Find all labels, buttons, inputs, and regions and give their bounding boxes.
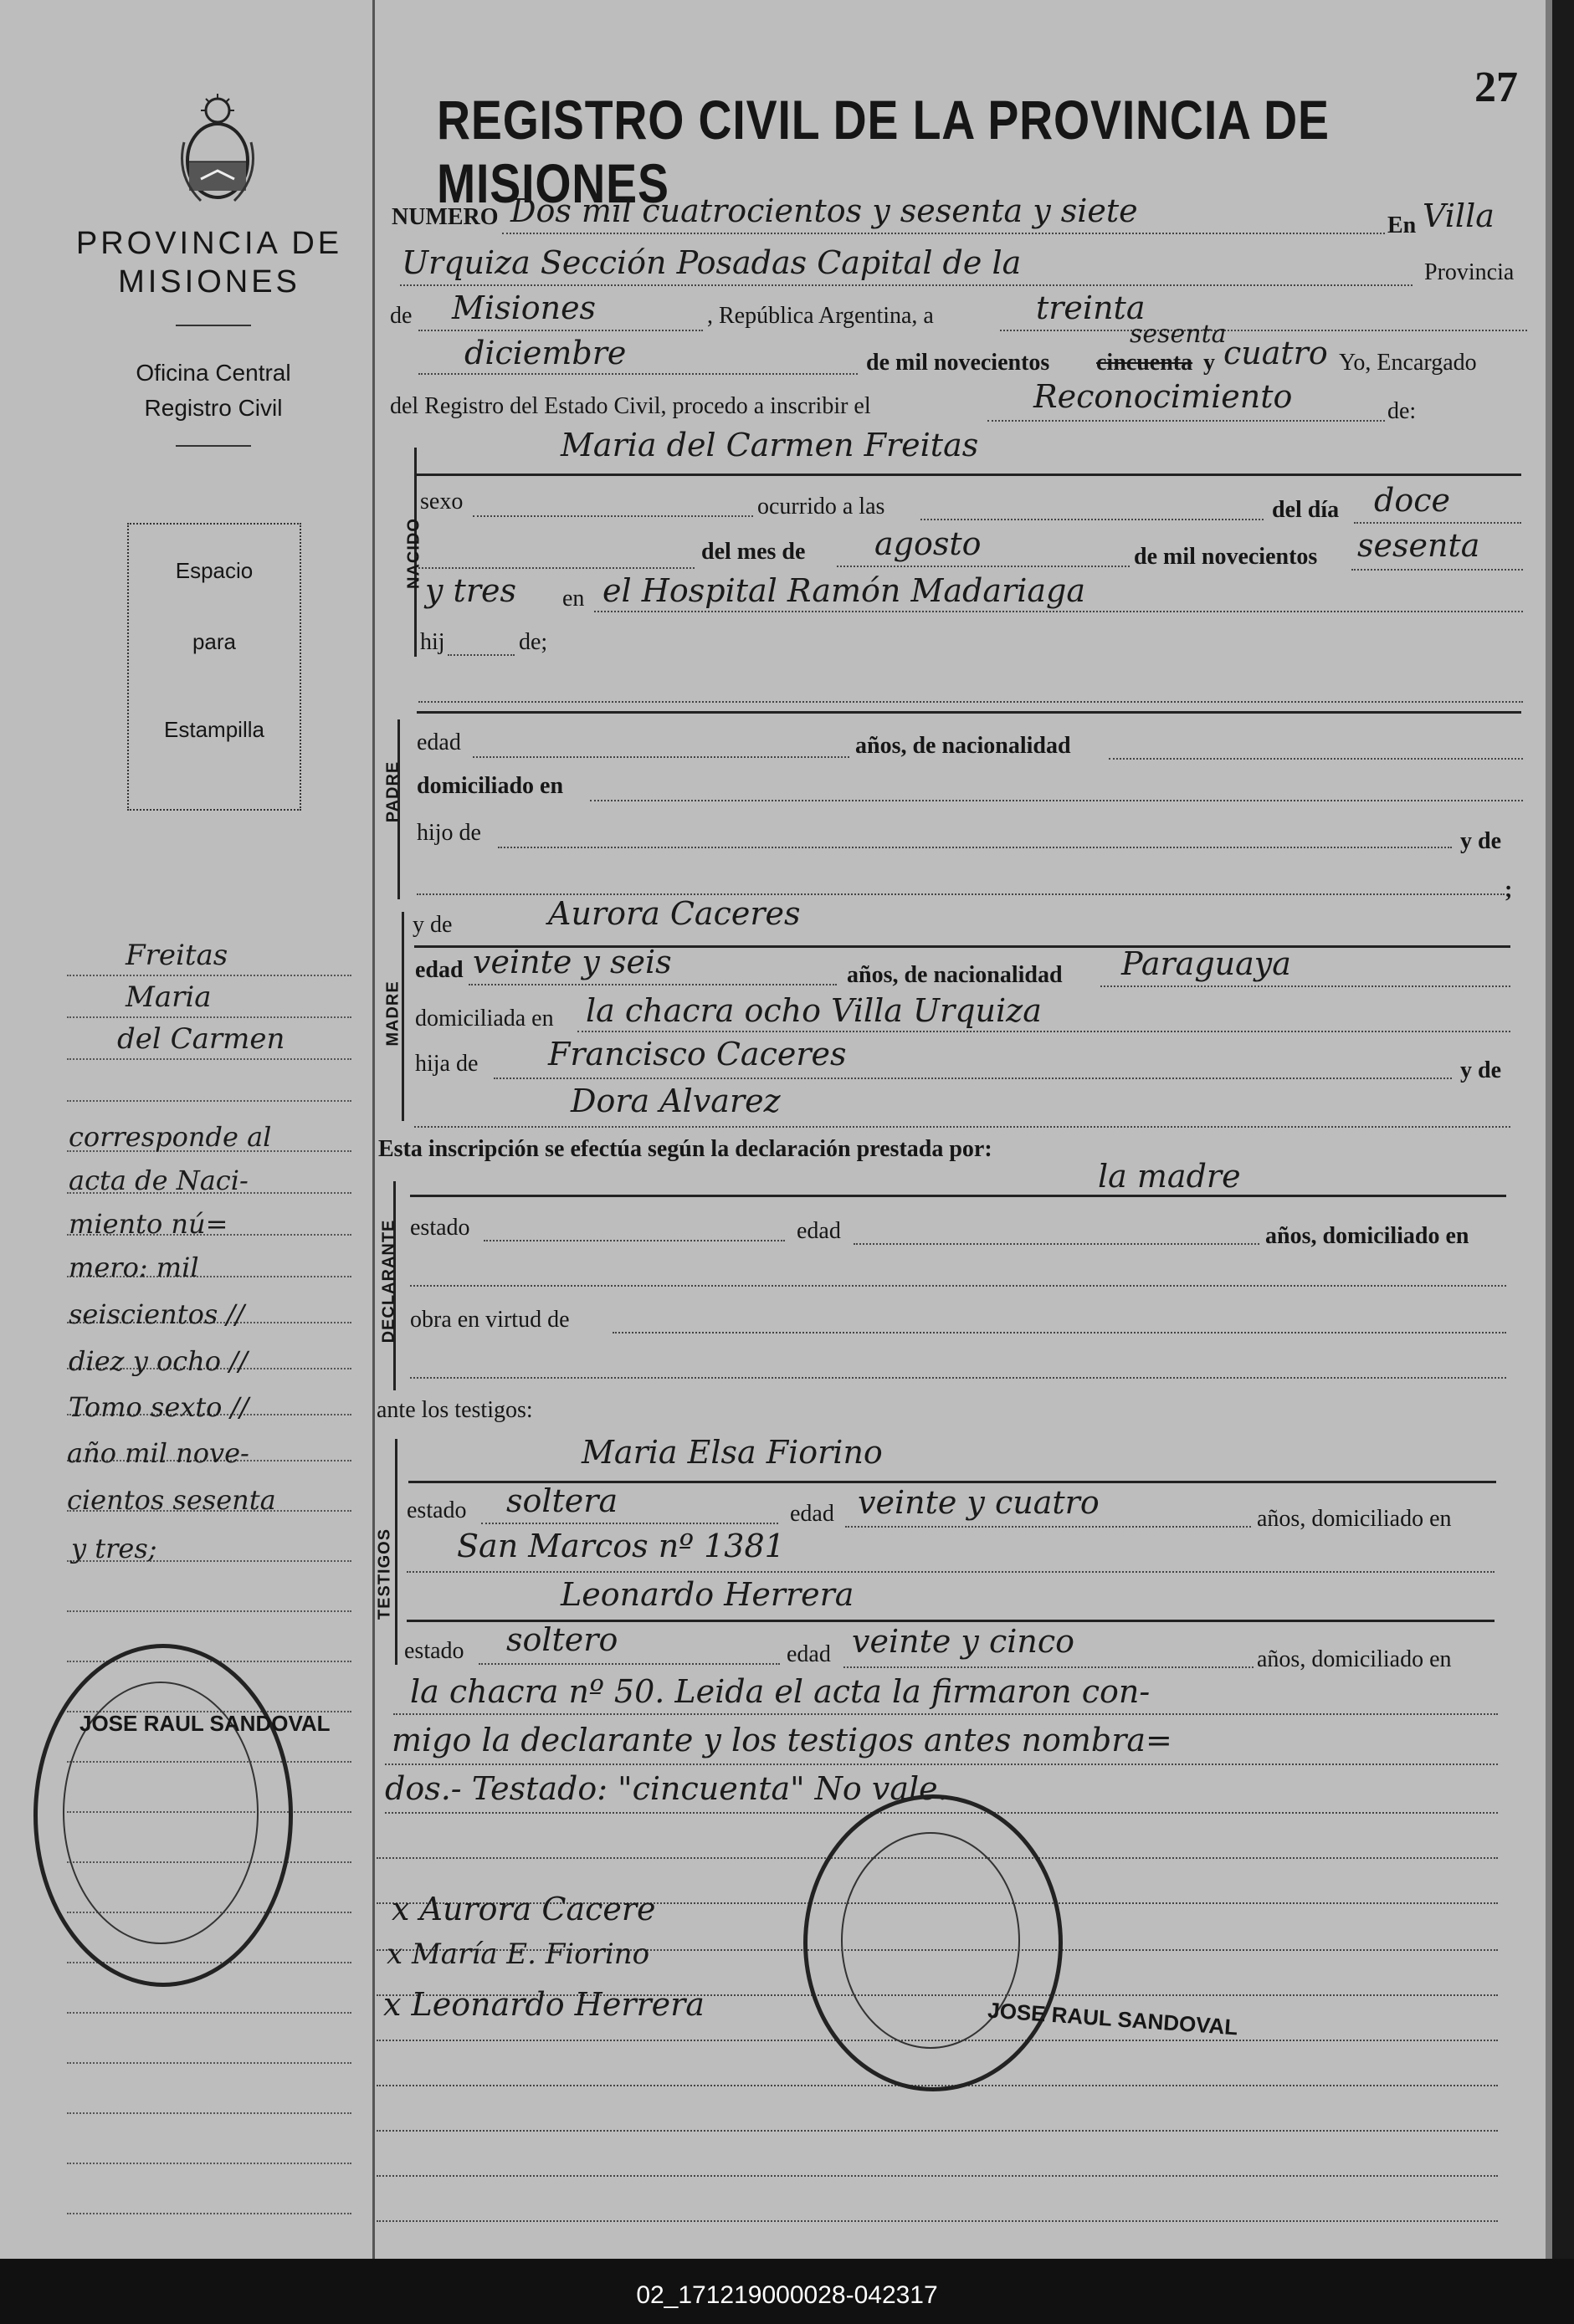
nacido-name: Maria del Carmen Freitas	[561, 427, 979, 463]
closing-line: dos.- Testado: "cincuenta" No vale.	[385, 1770, 948, 1807]
hij-de-label: de;	[519, 629, 548, 655]
year-value: cuatro	[1223, 335, 1328, 371]
signature-madre: x Aurora Cacere	[392, 1891, 656, 1927]
place-value: Urquiza Sección Posadas Capital de la	[402, 244, 1022, 281]
dia-value: doce	[1374, 482, 1450, 519]
closing-line: la chacra nº 50. Leida el acta la firmaron con-	[410, 1673, 1151, 1710]
testigo1-estado-label: estado	[407, 1497, 467, 1523]
provincia-label: Provincia	[1424, 259, 1515, 285]
margin-note-line: del Carmen	[117, 1022, 285, 1056]
republica-label: , República Argentina, a	[707, 303, 934, 329]
obra-virtud-label: obra en virtud de	[410, 1307, 570, 1333]
declarante-edad-label: edad	[797, 1218, 841, 1244]
de-label: de	[390, 303, 413, 329]
testigo2-edad: veinte y cinco	[852, 1623, 1075, 1660]
stamp-box-line: Estampilla	[164, 717, 264, 742]
testigo1-anos-label: años, domiciliado en	[1257, 1506, 1452, 1532]
margin-note-line: Freitas	[126, 939, 228, 972]
padre-y-de-label: y de	[1460, 828, 1501, 854]
padre-semicolon: ;	[1505, 877, 1513, 903]
mes-value: agosto	[874, 525, 982, 562]
declarante-anos-label: años, domiciliado en	[1265, 1223, 1469, 1249]
yo-encargado-label: Yo, Encargado	[1339, 350, 1477, 376]
ocurrido-label: ocurrido a las	[757, 494, 885, 520]
stamp-space-box	[127, 523, 301, 811]
province-value: Misiones	[452, 289, 597, 326]
official-seal-left	[33, 1644, 293, 1987]
page-title: REGISTRO CIVIL DE LA PROVINCIA DE MISIONES	[437, 89, 1330, 214]
margin-note-line: corresponde al	[69, 1121, 272, 1153]
del-registro-label: del Registro del Estado Civil, procedo a inscribir el	[390, 393, 871, 419]
en-value: Villa	[1423, 197, 1495, 234]
column-divider	[372, 0, 375, 2259]
en-label: En	[1387, 212, 1417, 238]
madre-hija-label: hija de	[415, 1051, 479, 1077]
margin-note-line: miento nú=	[69, 1208, 228, 1240]
office-line1: Oficina Central	[136, 360, 291, 386]
left-panel	[0, 0, 368, 2259]
declarante-label: DECLARANTE	[379, 1219, 398, 1344]
nacido-label: NACIDO	[404, 518, 423, 589]
testigo1-edad: veinte y cuatro	[858, 1484, 1100, 1521]
hij-label: hij	[420, 629, 445, 655]
declaracion-label: Esta inscripción se efectúa según la declaración prestada por:	[378, 1136, 992, 1162]
padre-hijo-label: hijo de	[417, 820, 481, 846]
office-line2: Registro Civil	[144, 395, 283, 421]
numero-label: NUMERO	[392, 204, 499, 230]
testigo2-name: Leonardo Herrera	[561, 1576, 854, 1613]
sesenta-insert: sesenta	[1130, 320, 1227, 349]
margin-note-line: cientos sesenta	[67, 1484, 276, 1516]
testigos-section	[395, 1439, 397, 1665]
madre-domiciliada-label: domiciliada en	[415, 1006, 554, 1031]
province-line1: PROVINCIA DE	[75, 226, 343, 261]
national-shield-icon	[176, 92, 259, 209]
margin-note-line: Tomo sexto //	[69, 1391, 249, 1423]
closing-line: migo la declarante y los testigos antes nombra=	[392, 1722, 1172, 1758]
document-id: 02_171219000028-042317	[636, 2281, 938, 2309]
seal-official-name: JOSE RAUL SANDOVAL	[79, 1711, 331, 1736]
mil-novecientos-label: de mil novecientos	[866, 350, 1050, 376]
stamp-box-line: Espacio	[175, 558, 254, 583]
margin-note-line: y tres;	[71, 1533, 157, 1564]
madre-label: MADRE	[383, 980, 402, 1047]
margin-note-line: año mil nove-	[67, 1437, 249, 1469]
padre-anos-label: años, de nacionalidad	[855, 733, 1071, 759]
testigo2-anos-label: años, domiciliado en	[1257, 1646, 1452, 1672]
signature-testigo1: x María E. Fiorino	[387, 1938, 650, 1971]
nacido-year-part1: sesenta	[1357, 527, 1480, 564]
month-value: diciembre	[464, 335, 627, 371]
signature-testigo2: x Leonardo Herrera	[383, 1986, 705, 2023]
margin-note-line: mero: mil	[69, 1252, 199, 1283]
stamp-box-line: para	[192, 629, 237, 654]
page-edge	[1546, 0, 1552, 2259]
testigos-label: ante los testigos:	[377, 1397, 533, 1423]
divider	[176, 325, 251, 326]
padre-label: PADRE	[383, 760, 402, 823]
sexo-label: sexo	[420, 489, 464, 514]
madre-name: Aurora Caceres	[548, 895, 801, 932]
province-title	[50, 224, 368, 301]
madre-domicilio: la chacra ocho Villa Urquiza	[586, 992, 1042, 1029]
madre-padre-name: Francisco Caceres	[548, 1036, 847, 1072]
declarante-value: la madre	[1098, 1158, 1241, 1195]
madre-edad-value: veinte y seis	[473, 944, 672, 980]
office-label	[67, 356, 360, 426]
divider	[176, 445, 251, 447]
testigo2-estado-label: estado	[404, 1638, 464, 1664]
testigo1-name: Maria Elsa Fiorino	[582, 1434, 883, 1471]
declarante-estado-label: estado	[410, 1215, 470, 1241]
madre-madre-name: Dora Alvarez	[571, 1083, 781, 1119]
del-mes-label: del mes de	[701, 539, 806, 565]
madre-edad-label: edad	[415, 957, 464, 983]
day-value: treinta	[1036, 289, 1146, 326]
padre-edad-label: edad	[417, 729, 461, 755]
testigo1-domicilio: San Marcos nº 1381	[457, 1528, 785, 1564]
madre-y-de2-label: y de	[1460, 1057, 1501, 1083]
province-line2: MISIONES	[118, 264, 300, 299]
official-seal-right	[803, 1794, 1063, 2091]
margin-note-line: acta de Naci-	[69, 1165, 249, 1196]
margin-note-line: seiscientos //	[69, 1298, 244, 1330]
del-dia-label: del día	[1272, 497, 1340, 523]
y-label: y	[1203, 350, 1215, 376]
madre-y-de-label: y de	[413, 912, 453, 938]
nacido-lugar: el Hospital Ramón Madariaga	[602, 572, 1085, 609]
margin-note-line: diez y ocho //	[69, 1345, 248, 1377]
numero-value: Dos mil cuatrocientos y sesenta y siete	[510, 192, 1138, 229]
mil-novecientos-label: de mil novecientos	[1134, 544, 1318, 570]
seal-official-name: JOSE RAUL SANDOVAL	[987, 1997, 1239, 2040]
padre-domiciliado-label: domiciliado en	[417, 773, 564, 799]
act-type: Reconocimiento	[1033, 378, 1293, 415]
testigo1-estado: soltera	[506, 1482, 618, 1519]
page-number: 27	[1474, 64, 1518, 111]
nacido-en-label: en	[562, 586, 585, 612]
testigo2-estado: soltero	[506, 1621, 618, 1658]
madre-nacionalidad: Paraguaya	[1121, 945, 1291, 982]
margin-note-line: Maria	[126, 980, 212, 1014]
nacido-year-part2: y tres	[425, 572, 516, 609]
testigos-vertical-label: TESTIGOS	[375, 1528, 394, 1620]
struck-cincuenta: cincuenta	[1096, 350, 1193, 376]
madre-anos-label: años, de nacionalidad	[847, 962, 1063, 988]
de-colon-label: de:	[1387, 398, 1417, 424]
testigo2-edad-label: edad	[787, 1641, 831, 1667]
testigo1-edad-label: edad	[790, 1501, 834, 1527]
